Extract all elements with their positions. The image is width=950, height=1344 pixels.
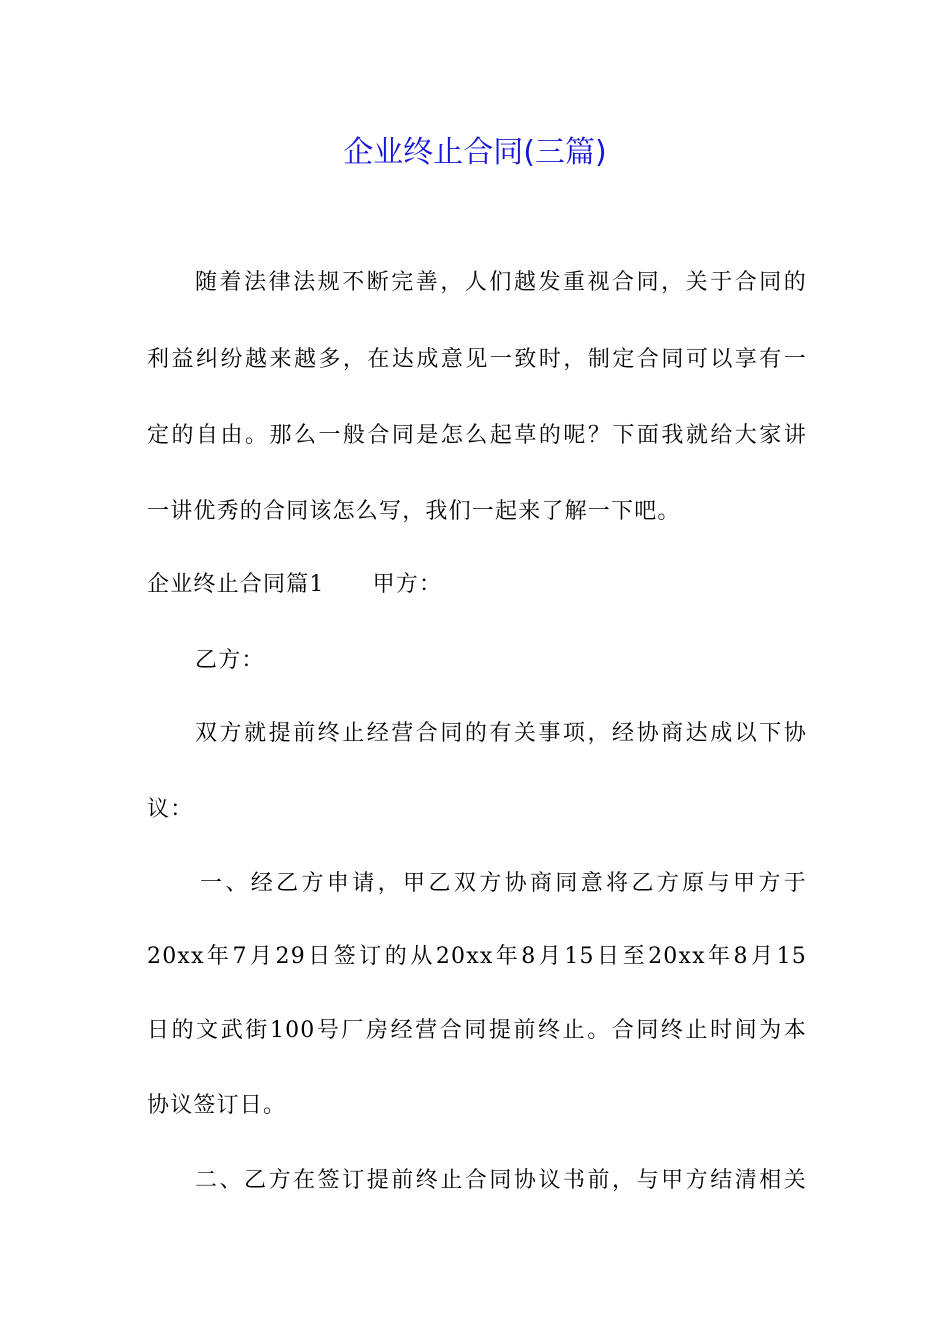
intro-line-4: 一讲优秀的合同该怎么写，我们一起来了解一下吧。	[147, 499, 681, 524]
intro-line-3: 定的自由。那么一般合同是怎么起草的呢？下面我就给大家讲	[147, 423, 807, 448]
clause-one-line-2: 20xx年7月29日签订的从20xx年8月15日至20xx年8月15	[147, 944, 807, 969]
document-title: 企业终止合同(三篇)	[343, 135, 607, 170]
clause-one-line-1: 一、经乙方申请，甲乙双方协商同意将乙方原与甲方于	[200, 871, 807, 896]
intro-line-1: 随着法律法规不断完善，人们越发重视合同，关于合同的	[195, 270, 807, 295]
preamble-line-2: 议：	[147, 797, 194, 822]
section-heading-row	[147, 567, 807, 603]
clause-one-line-4: 协议签订日。	[147, 1093, 287, 1118]
party-b-label: 乙方：	[195, 648, 265, 673]
clause-two-line-1: 二、乙方在签订提前终止合同协议书前，与甲方结清相关	[195, 1168, 807, 1193]
intro-line-2: 利益纠纷越来越多，在达成意见一致时，制定合同可以享有一	[147, 347, 807, 372]
clause-one-line-3: 日的文武街100号厂房经营合同提前终止。合同终止时间为本	[147, 1018, 807, 1043]
section-heading: 企业终止合同篇1	[147, 572, 325, 597]
party-a-label: 甲方：	[372, 572, 443, 597]
preamble-line-1: 双方就提前终止经营合同的有关事项，经协商达成以下协	[195, 721, 807, 746]
